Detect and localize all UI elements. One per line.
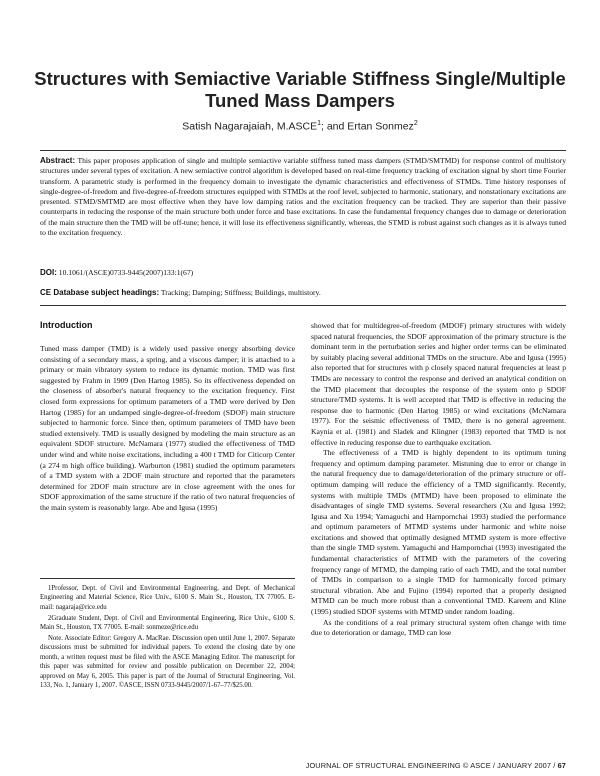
footnote-author-2: 2Graduate Student, Dept. of Civil and Environmental Engineering, Rice Univ., 6100 S. Main St., Houston, TX 77005. E-mail: sonmeze@rice.edu: [40, 614, 295, 632]
author-1: Satish Nagarajaiah, M.ASCE: [182, 120, 318, 133]
author-2-affiliation-mark: 2: [413, 120, 418, 127]
footnotes: [40, 584, 295, 692]
abstract: [40, 156, 566, 238]
subject-headings-text: Tracking; Damping; Stiffness; Buildings, multistory.: [160, 288, 321, 297]
footnote-editorial-note: Note. Associate Editor: Gregory A. MacRae. Discussion open until June 1, 2007. Separate discussions must be submitted for individual papers. To extend the closing date by one month, a written request must be filed with the ASCE Managing Editor. The manuscript for this paper was submitted for review and possible publication on December 22, 2004; approved on May 6, 2005. This paper is part of the Journal of Structural Engineering, Vol. 133, No. 1, January 1, 2007. ©ASCE, ISSN 0733-9445/2007/1-67–77/$25.00.: [40, 635, 295, 690]
intro-paragraph: showed that for multidegree-of-freedom (MDOF) primary structures with widely spaced natural frequencies, the SDOF approximation of the primary structure is the dominant term in the perturbation series and higher order terms can be eliminated by suitably placing several additional TMDs on the structure. Abe and Igusa (1995) also reported that for structures with p closely spaced natural frequencies at least p TMDs are necessary to control the response and derived an analytical condition on the TMD placement that decouples the response of the system onto p SDOF structure/TMD systems. It is well accepted that TMD is effective in reducing the response due to harmonic (Den Hartog 1985) or wind excitations (McNamara 1977). For the seismic effectiveness of TMD, there is no general agreement. Kaynia et al. (1981) and Sladek and Klingner (1983) reported that TMD is not effective in reducing response due to earthquake excitation.: [311, 321, 566, 447]
paper-title: Structures with Semiactive Variable Stiffness Single/Multiple Tuned Mass Dampers: [34, 68, 566, 111]
subject-headings: [40, 288, 566, 298]
footnote-author-1: 1Professor, Dept. of Civil and Environmental Engineering, and Dept. of Mechanical Engineering and Material Science, Rice Univ., 6100 S. Main St., Houston, TX 77005. E-mail: nagaraja@rice.edu: [40, 585, 295, 611]
author-line: [20, 120, 580, 133]
author-1-affiliation-mark: 1: [317, 120, 321, 127]
doi-value[interactable]: 10.1061/(ASCE)0733-9445(2007)133:1(67): [58, 268, 194, 277]
subject-headings-label: CE Database subject headings:: [40, 288, 160, 297]
top-divider: [40, 150, 566, 151]
intro-paragraph: As the conditions of a real primary structural system often change with time due to deterioration or damage, TMD can lose: [311, 617, 566, 638]
author-separator: ; and Ertan Sonmez: [321, 120, 414, 133]
footer-page-number: 67: [557, 761, 566, 770]
doi-line: [40, 268, 566, 278]
left-column: [40, 344, 295, 514]
doi-label: DOI:: [40, 268, 57, 277]
abstract-label: Abstract:: [40, 156, 76, 165]
abstract-bottom-divider: [40, 305, 566, 306]
section-heading-introduction: Introduction: [40, 320, 93, 330]
right-column: [311, 321, 566, 639]
page-footer: [306, 761, 566, 770]
footnote-divider: [40, 578, 295, 579]
intro-paragraph: The effectiveness of a TMD is highly dependent to its optimum tuning frequency and optimum damping parameter. Mistuning due to error or change in the natural frequency due to damage/deterioration of the primary structure or off-optimum damping will reduce the efficiency of a TMD significantly. Recently, systems with multiple TMDs (MTMD) have been proposed to eliminate the disadvantages of single TMD systems. Several researchers (Xu and Igusa 1992; Igusa and Xu 1994; Yamaguchi and Harnpornchai 1993) studied the performance and optimum parameters of MTMD systems under harmonic and white noise excitations and showed that optimally designed MTMD system is more effective than the single TMD system. Yamaguchi and Harnpornchai (1993) investigated the fundamental characteristics of MTMD with the parameters of the covering frequency range of MTMD, the damping ratio of each TMD, and the total number of TMDs in comparison to a single TMD for harmonically forced primary structural vibration. Abe and Fujino (1994) reported that a properly designed MTMD can be much more robust than a conventional TMD. Kareem and Kline (1995) studied SDOF systems with MTMD under random loading.: [311, 448, 566, 617]
footer-journal: JOURNAL OF STRUCTURAL ENGINEERING © ASCE / JANUARY 2007 /: [305, 761, 556, 770]
intro-paragraph: Tuned mass damper (TMD) is a widely used passive energy absorbing device consisting of a secondary mass, a spring, and a viscous damper; it is attached to a primary or main vibratory system to reduce its dynamic motion. TMD was first suggested by Frahm in 1909 (Den Hartog 1985). So its effectiveness depended on the closeness of absorber's natural frequency to the excitation frequency. First closed form expressions for optimum parameters of a TMD were derived by Den Hartog (1985) for an undamped single-degree-of-freedom (SDOF) main structure subjected to harmonic force. Since then, optimum parameters of TMD have been studied extensively. TMD is usually designed by modeling the main structure as an equivalent SDOF structure. McNamara (1977) studied the effectiveness of TMD under wind and white noise excitations, including a 400 t TMD for Citicorp Center (a 274 m high office building). Warburton (1981) studied the optimum parameters of a TMD system with a 2DOF main structure and reported that the parameters determined for 2DOF main structure are in close agreement with the ones for SDOF approximation of the same structure if the ratio of two natural frequencies of the main system is reasonably large. Abe and Igusa (1995): [40, 344, 295, 512]
abstract-text: This paper proposes application of single and multiple semiactive variable stiffness tuned mass dampers (STMD/SMTMD) for response control of multistory structures under several types of excitation. A new semiactive control algorithm is developed based on real-time frequency tracking of excitation signal by short time Fourier transform. A parametric study is performed in the frequency domain to investigate the dynamic characteristics and effectiveness of STMDs. Time history responses of single-degree-of-freedom and five-degree-of-freedom structures equipped with STMDs at the roof level, subjected to harmonic, stationary, and nonstationary excitations are presented. STMD/SMTMD are most effective when they have low damping ratios and the excitation frequency can be tracked. They are superior than their passive counterparts in reducing the response of the main structure both under force and base excitations. In case the fundamental frequency changes due to damage or deterioration of the main structure then the TMD will be off-tune; hence, it will lose its effectiveness significantly, whereas, the STMD is robust against such changes as it is always tuned to the excitation frequency.: [40, 156, 567, 238]
